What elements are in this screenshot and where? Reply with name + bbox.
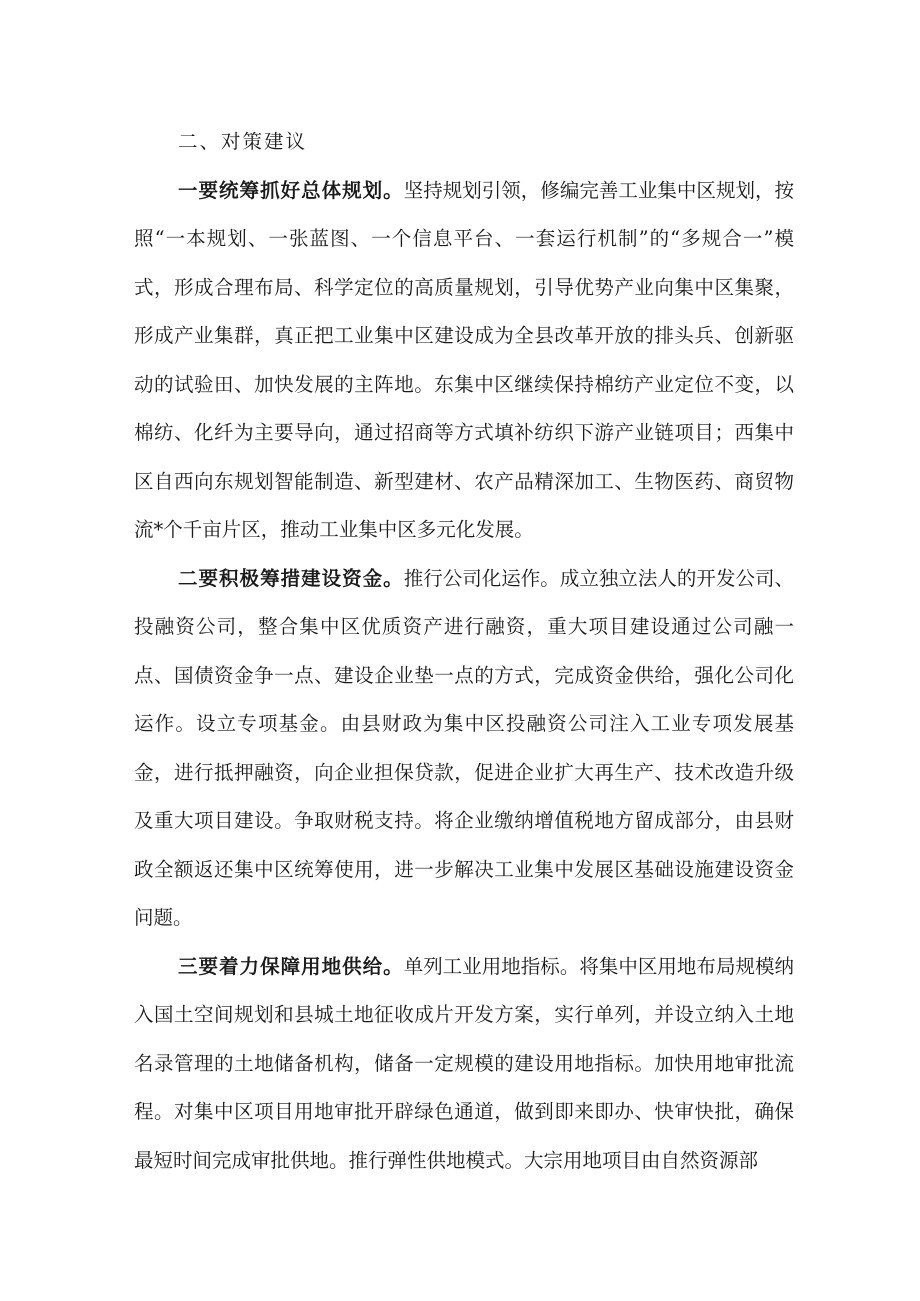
paragraph-funding [134, 555, 794, 943]
paragraph-planning [134, 167, 794, 555]
document-body [134, 118, 794, 1185]
section-heading: 二、对策建议 [178, 130, 308, 153]
paragraph-lead: 二要积极筹措建设资金。 [178, 566, 404, 590]
paragraph-text: 单列工业用地指标。将集中区用地布局规模纳入国土空间规划和县城土地征收成片开发方案，实行单列，并设立纳入土地名录管理的土地储备机构，储备一定规模的建设用地指标。加快用地审批流程。对集中区项目用地审批开辟绿色通道，做到即来即办、快审快批，确保最短时间完成审批供地。推行弹性供地模式。大宗用地项目由自然资源部 [134, 954, 794, 1172]
paragraph-text: 坚持规划引领，修编完善工业集中区规划，按照“一本规划、一张蓝图、一个信息平台、一套运行机制”的“多规合一”模式，形成合理布局、科学定位的高质量规划，引导优势产业向集中区集聚，形成产业集群，真正把工业集中区建设成为全县改革开放的排头兵、创新驱动的试验田、加快发展的主阵地。东集中区继续保持棉纺产业定位不变，以棉纺、化纤为主要导向，通过招商等方式填补纺织下游产业链项目；西集中区自西向东规划智能制造、新型建材、农产品精深加工、生物医药、商贸物流*个千亩片区，推动工业集中区多元化发展。 [134, 178, 794, 541]
paragraph-land-supply [134, 943, 794, 1186]
paragraph-text: 推行公司化运作。成立独立法人的开发公司、投融资公司，整合集中区优质资产进行融资，重大项目建设通过公司融一点、国债资金争一点、建设企业垫一点的方式，完成资金供给，强化公司化运作。设立专项基金。由县财政为集中区投融资公司注入工业专项发展基金，进行抵押融资，向企业担保贷款，促进企业扩大再生产、技术改造升级及重大项目建设。争取财税支持。将企业缴纳增值税地方留成部分，由县财政全额返还集中区统筹使用，进一步解决工业集中发展区基础设施建设资金问题。 [134, 566, 794, 929]
paragraph-lead: 一要统筹抓好总体规划。 [178, 178, 404, 202]
paragraph-lead: 三要着力保障用地供给。 [178, 954, 404, 978]
